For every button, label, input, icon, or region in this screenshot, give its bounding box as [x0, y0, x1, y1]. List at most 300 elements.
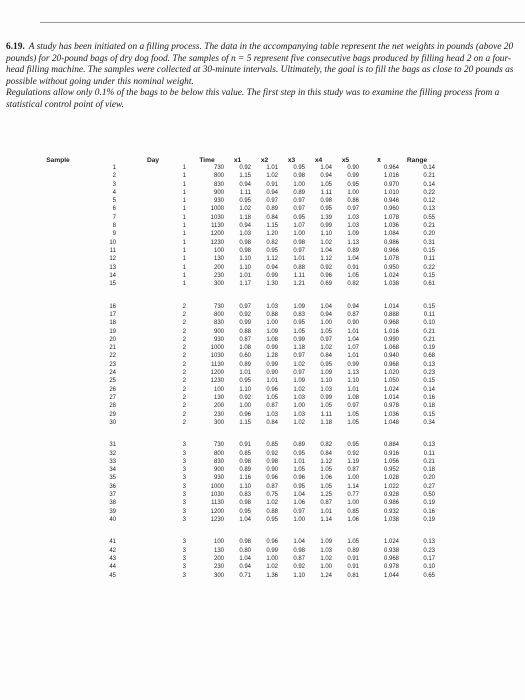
- time-cell: 730: [213, 303, 224, 310]
- x1-cell: 1.04: [239, 516, 251, 523]
- day-cell: 2: [182, 411, 186, 418]
- range-cell: 0.21: [423, 336, 435, 343]
- x3-cell: 1.00: [293, 231, 305, 238]
- sample-cell: 21: [109, 345, 116, 352]
- day-cell: 1: [182, 173, 186, 180]
- x2-cell: 0.91: [266, 181, 278, 188]
- x3-cell: 0.89: [293, 189, 305, 196]
- sample-cell: 26: [109, 386, 116, 393]
- time-cell: 930: [213, 475, 224, 482]
- day-cell: 1: [182, 181, 186, 188]
- range-cell: 0.13: [423, 539, 435, 546]
- x4-cell: 1.09: [320, 370, 332, 377]
- table-row: [0, 272, 435, 280]
- problem-statement: [6, 42, 516, 112]
- xbar-cell: 1.036: [383, 411, 399, 418]
- x5-cell: 0.94: [347, 303, 359, 310]
- x4-cell: 1.05: [320, 403, 332, 410]
- x5-cell: 1.19: [347, 458, 359, 465]
- table-row: [0, 222, 435, 230]
- x3-cell: 1.09: [293, 303, 305, 310]
- sample-cell: 36: [109, 483, 116, 490]
- x5-cell: 1.06: [347, 516, 359, 523]
- day-cell: 3: [182, 450, 186, 457]
- range-cell: 0.11: [423, 256, 435, 263]
- table-body: [0, 164, 435, 580]
- sample-cell: 41: [109, 539, 116, 546]
- xbar-cell: 1.068: [383, 345, 399, 352]
- x4-cell: 1.18: [320, 419, 332, 426]
- range-cell: 0.19: [423, 500, 435, 507]
- sample-cell: 30: [109, 419, 116, 426]
- regulation-text: Regulations allow only 0.1% of the bags to be below this value. The first step in this study was to examine the filling process from a statistical control point of view.: [6, 88, 500, 110]
- table-row: [0, 336, 435, 344]
- table-row: [0, 247, 435, 255]
- time-cell: 1230: [210, 239, 224, 246]
- day-cell: 3: [182, 547, 186, 554]
- x1-cell: 1.01: [239, 272, 251, 279]
- x4-cell: 0.97: [320, 336, 332, 343]
- xbar-cell: 1.016: [383, 328, 399, 335]
- time-cell: 130: [213, 256, 224, 263]
- day-cell: 3: [182, 467, 186, 474]
- x4-cell: 0.99: [320, 394, 332, 401]
- x1-cell: 1.02: [239, 206, 251, 213]
- x2-cell: 1.02: [266, 564, 278, 571]
- x5-cell: 1.13: [347, 239, 359, 246]
- x1-cell: 1.10: [239, 483, 251, 490]
- x1-cell: 0.92: [239, 394, 251, 401]
- x1-cell: 1.10: [239, 264, 251, 271]
- range-cell: 0.15: [423, 303, 435, 310]
- x4-cell: 0.84: [320, 353, 332, 360]
- x3-cell: 0.95: [293, 165, 305, 171]
- x5-cell: 0.87: [347, 467, 359, 474]
- x3-cell: 0.89: [293, 442, 305, 449]
- x1-cell: 0.92: [239, 165, 251, 171]
- x3-cell: 0.97: [293, 247, 305, 254]
- x3-cell: 1.00: [293, 403, 305, 410]
- x3-cell: 0.97: [293, 370, 305, 377]
- header-x1: x1: [233, 157, 242, 164]
- day-cell: 3: [182, 483, 186, 490]
- x3-cell: 0.99: [293, 336, 305, 343]
- sample-cell: 1: [112, 165, 116, 171]
- range-cell: 0.16: [423, 508, 435, 515]
- x3-cell: 0.97: [293, 508, 305, 515]
- range-cell: 0.19: [423, 516, 435, 523]
- x5-cell: 0.97: [347, 403, 359, 410]
- x2-cell: 1.36: [266, 572, 278, 579]
- sample-cell: 44: [109, 564, 116, 571]
- range-cell: 0.13: [423, 361, 435, 368]
- header-x3: x3: [287, 157, 296, 164]
- x4-cell: 1.24: [320, 572, 332, 579]
- x2-cell: 0.97: [266, 198, 278, 205]
- x3-cell: 1.03: [293, 394, 305, 401]
- x2-cell: 0.82: [266, 239, 278, 246]
- time-cell: 1030: [210, 353, 224, 360]
- sample-cell: 4: [112, 189, 116, 196]
- x5-cell: 1.05: [347, 419, 359, 426]
- x4-cell: 1.11: [320, 411, 332, 418]
- header-sample: Sample: [46, 157, 70, 164]
- x4-cell: 1.04: [320, 247, 332, 254]
- day-cell: 1: [182, 206, 186, 213]
- time-cell: 1230: [210, 378, 224, 385]
- sample-cell: 3: [112, 181, 116, 188]
- sample-cell: 23: [109, 361, 116, 368]
- table-row: [0, 563, 435, 571]
- x4-cell: 1.00: [320, 564, 332, 571]
- x2-cell: 1.30: [266, 281, 278, 288]
- x2-cell: 0.96: [266, 539, 278, 546]
- table-row: [0, 164, 435, 172]
- x5-cell: 1.00: [347, 475, 359, 482]
- range-cell: 0.10: [423, 564, 435, 571]
- x4-cell: 1.01: [320, 508, 332, 515]
- x4-cell: 0.94: [320, 173, 332, 180]
- xbar-cell: 0.932: [383, 508, 399, 515]
- x5-cell: 1.01: [347, 386, 359, 393]
- x2-cell: 1.12: [266, 256, 278, 263]
- x1-cell: 1.11: [239, 189, 251, 196]
- x5-cell: 0.91: [347, 556, 359, 563]
- range-cell: 0.18: [423, 403, 435, 410]
- x4-cell: 0.95: [320, 206, 332, 213]
- x5-cell: 1.01: [347, 328, 359, 335]
- x1-cell: 0.98: [239, 239, 251, 246]
- x3-cell: 1.04: [293, 492, 305, 499]
- day-cell: 1: [182, 264, 186, 271]
- day-cell: 2: [182, 336, 186, 343]
- x1-cell: 0.95: [239, 378, 251, 385]
- xbar-cell: 1.022: [383, 483, 399, 490]
- sample-cell: 18: [109, 320, 116, 327]
- x1-cell: 1.15: [239, 419, 251, 426]
- x2-cell: 0.87: [266, 483, 278, 490]
- day-cell: 3: [182, 564, 186, 571]
- table-row: [0, 386, 435, 394]
- day-cell: 1: [182, 165, 186, 171]
- x4-cell: 0.92: [320, 264, 332, 271]
- day-cell: 3: [182, 516, 186, 523]
- x1-cell: 0.87: [239, 336, 251, 343]
- day-cell: 3: [182, 492, 186, 499]
- sample-cell: 29: [109, 411, 116, 418]
- x3-cell: 1.01: [293, 458, 305, 465]
- x4-cell: 1.04: [320, 303, 332, 310]
- sample-cell: 34: [109, 467, 116, 474]
- day-cell: 1: [182, 223, 186, 230]
- sample-cell: 15: [109, 281, 116, 288]
- x3-cell: 1.05: [293, 328, 305, 335]
- xbar-cell: 1.024: [383, 386, 399, 393]
- x4-cell: 1.10: [320, 378, 332, 385]
- x1-cell: 1.10: [239, 386, 251, 393]
- x3-cell: 1.06: [293, 500, 305, 507]
- x4-cell: 1.05: [320, 467, 332, 474]
- table-row: [0, 181, 435, 189]
- x2-cell: 1.03: [266, 411, 278, 418]
- x1-cell: 0.71: [239, 572, 251, 579]
- xbar-cell: 1.078: [383, 214, 399, 221]
- sample-cell: 33: [109, 458, 116, 465]
- x3-cell: 0.88: [293, 264, 305, 271]
- range-cell: 0.50: [423, 492, 435, 499]
- range-cell: 0.14: [423, 165, 435, 171]
- time-cell: 1230: [210, 516, 224, 523]
- range-cell: 0.20: [423, 475, 435, 482]
- range-cell: 0.15: [423, 411, 435, 418]
- table-row: [0, 508, 435, 516]
- x5-cell: 0.81: [347, 572, 359, 579]
- x3-cell: 1.10: [293, 572, 305, 579]
- day-cell: 1: [182, 239, 186, 246]
- xbar-cell: 1.010: [383, 189, 399, 196]
- range-cell: 0.12: [423, 198, 435, 205]
- sample-cell: 28: [109, 403, 116, 410]
- x1-cell: 0.89: [239, 467, 251, 474]
- sample-cell: 22: [109, 353, 116, 360]
- range-cell: 0.10: [423, 320, 435, 327]
- sample-cell: 6: [112, 206, 116, 213]
- sample-cell: 45: [109, 572, 116, 579]
- sample-cell: 16: [109, 303, 116, 310]
- table-row: [0, 411, 435, 419]
- range-cell: 0.11: [423, 450, 435, 457]
- time-cell: 900: [213, 189, 224, 196]
- sample-cell: 10: [109, 239, 116, 246]
- time-cell: 730: [213, 165, 224, 171]
- x4-cell: 1.39: [320, 214, 332, 221]
- x2-cell: 0.94: [266, 189, 278, 196]
- x5-cell: 1.01: [347, 353, 359, 360]
- table-row: [0, 555, 435, 563]
- range-cell: 0.21: [423, 458, 435, 465]
- table-row: [0, 239, 435, 247]
- day-cell: 3: [182, 572, 186, 579]
- time-cell: 800: [213, 450, 224, 457]
- x5-cell: 0.95: [347, 442, 359, 449]
- xbar-cell: 1.036: [383, 223, 399, 230]
- x4-cell: 1.09: [320, 539, 332, 546]
- x3-cell: 1.04: [293, 539, 305, 546]
- x4-cell: 1.02: [320, 345, 332, 352]
- spacer-cell: [0, 288, 435, 302]
- header-xbar: x̄: [377, 157, 381, 164]
- x2-cell: 1.01: [266, 165, 278, 171]
- day-cell: 2: [182, 320, 186, 327]
- x4-cell: 1.06: [320, 475, 332, 482]
- x4-cell: 1.03: [320, 386, 332, 393]
- xbar-cell: 0.964: [383, 165, 399, 171]
- day-cell: 2: [182, 370, 186, 377]
- x4-cell: 0.96: [320, 272, 332, 279]
- x4-cell: 0.84: [320, 450, 332, 457]
- table-row: [0, 172, 435, 180]
- time-cell: 1130: [211, 500, 224, 507]
- x1-cell: 1.01: [239, 370, 251, 377]
- x3-cell: 0.98: [293, 239, 305, 246]
- day-cell: 2: [182, 386, 186, 393]
- table-row: [0, 280, 435, 288]
- x5-cell: 1.05: [347, 411, 359, 418]
- x5-cell: 0.85: [347, 508, 359, 515]
- x1-cell: 0.88: [239, 328, 251, 335]
- x3-cell: 0.98: [293, 547, 305, 554]
- table-row: [0, 450, 435, 458]
- time-cell: 900: [213, 328, 224, 335]
- sample-cell: 24: [109, 370, 116, 377]
- sample-cell: 2: [112, 173, 116, 180]
- sample-cell: 31: [109, 442, 116, 449]
- day-cell: 1: [182, 272, 186, 279]
- xbar-cell: 0.952: [383, 467, 399, 474]
- xbar-cell: 1.084: [383, 231, 399, 238]
- xbar-cell: 1.024: [383, 272, 399, 279]
- sample-cell: 5: [112, 198, 116, 205]
- x5-cell: 1.03: [347, 223, 359, 230]
- xbar-cell: 1.014: [383, 303, 399, 310]
- xbar-cell: 0.960: [383, 206, 399, 213]
- table-row: [0, 441, 435, 449]
- xbar-cell: 0.928: [383, 492, 399, 499]
- time-cell: 1130: [211, 361, 224, 368]
- x1-cell: 0.95: [239, 198, 251, 205]
- x3-cell: 1.11: [293, 272, 305, 279]
- x4-cell: 0.95: [320, 361, 332, 368]
- time-cell: 1130: [211, 223, 224, 230]
- time-cell: 130: [213, 547, 224, 554]
- header-x5: x5: [341, 157, 350, 164]
- x5-cell: 0.77: [347, 492, 359, 499]
- xbar-cell: 1.050: [383, 378, 399, 385]
- x2-cell: 0.96: [266, 475, 278, 482]
- x2-cell: 0.95: [266, 516, 278, 523]
- x1-cell: 0.98: [239, 500, 251, 507]
- x5-cell: 0.92: [347, 450, 359, 457]
- time-cell: 900: [213, 467, 224, 474]
- x1-cell: 0.97: [239, 303, 251, 310]
- header-x4: x4: [314, 157, 323, 164]
- x1-cell: 0.98: [239, 539, 251, 546]
- x3-cell: 0.96: [293, 475, 305, 482]
- x5-cell: 1.08: [347, 394, 359, 401]
- xbar-cell: 0.968: [383, 320, 399, 327]
- x2-cell: 0.99: [266, 345, 278, 352]
- x3-cell: 1.00: [293, 181, 305, 188]
- range-cell: 0.22: [423, 264, 435, 271]
- time-cell: 1030: [210, 492, 224, 499]
- x5-cell: 0.99: [347, 361, 359, 368]
- time-cell: 830: [213, 181, 224, 188]
- x2-cell: 0.75: [266, 492, 278, 499]
- day-cell: 3: [182, 500, 186, 507]
- time-cell: 230: [213, 564, 224, 571]
- x2-cell: 1.05: [266, 394, 278, 401]
- day-cell: 1: [182, 231, 186, 238]
- x1-cell: 1.03: [239, 231, 251, 238]
- table-row: [0, 377, 435, 385]
- x2-cell: 1.03: [266, 303, 278, 310]
- table-row: [0, 303, 435, 311]
- sample-cell: 35: [109, 475, 116, 482]
- day-cell: 3: [182, 539, 186, 546]
- table-row: [0, 197, 435, 205]
- xbar-cell: 0.978: [383, 564, 399, 571]
- table-row: [0, 516, 435, 524]
- x1-cell: 1.16: [239, 475, 251, 482]
- x4-cell: 1.25: [320, 492, 332, 499]
- xbar-cell: 0.978: [383, 403, 399, 410]
- xbar-cell: 1.056: [383, 458, 399, 465]
- table-row: [0, 205, 435, 213]
- table-row: [0, 394, 435, 402]
- x1-cell: 1.10: [239, 256, 251, 263]
- table-row: [0, 483, 435, 491]
- x4-cell: 1.05: [320, 328, 332, 335]
- sample-cell: 12: [109, 256, 116, 263]
- x3-cell: 1.00: [293, 516, 305, 523]
- sample-cell: 9: [112, 231, 116, 238]
- table-row: [0, 344, 435, 352]
- xbar-cell: 1.024: [383, 539, 399, 546]
- xbar-cell: 0.986: [383, 500, 399, 507]
- sample-cell: 42: [109, 547, 116, 554]
- problem-text: A study has been initiated on a filling process. The data in the accompanying table represent the net weights in pounds (above 20 pounds) for 20-pound bags of dry dog food. The samples of n = 5 represent five consecutive bags produced by filling head 2 on a four-head filling machine. The samples were collected at 30-minute intervals. Ultimately, the goal is to fill the bags as close to 20 pounds as possible without going under this nominal weight.: [6, 42, 514, 87]
- x1-cell: 0.98: [239, 458, 251, 465]
- xbar-cell: 0.968: [383, 556, 399, 563]
- range-cell: 0.21: [423, 223, 435, 230]
- x1-cell: 0.98: [239, 247, 251, 254]
- group-spacer: [0, 288, 435, 302]
- x2-cell: 0.99: [266, 272, 278, 279]
- x4-cell: 1.05: [320, 181, 332, 188]
- x1-cell: 0.83: [239, 492, 251, 499]
- x1-cell: 1.00: [239, 403, 251, 410]
- data-table: [0, 150, 435, 580]
- x1-cell: 0.94: [239, 223, 251, 230]
- sample-cell: 14: [109, 272, 116, 279]
- x4-cell: 1.00: [320, 320, 332, 327]
- range-cell: 0.18: [423, 467, 435, 474]
- xbar-cell: 1.048: [383, 419, 399, 426]
- top-rule: [40, 22, 525, 23]
- x2-cell: 1.00: [266, 320, 278, 327]
- x3-cell: 1.01: [293, 256, 305, 263]
- x2-cell: 0.90: [266, 370, 278, 377]
- table-row: [0, 352, 435, 360]
- x3-cell: 0.97: [293, 353, 305, 360]
- x2-cell: 0.90: [266, 467, 278, 474]
- time-cell: 200: [213, 403, 224, 410]
- sample-cell: 27: [109, 394, 116, 401]
- x2-cell: 1.02: [266, 173, 278, 180]
- range-cell: 0.23: [423, 370, 435, 377]
- xbar-cell: 1.044: [383, 572, 399, 579]
- table-row: [0, 311, 435, 319]
- range-cell: 0.17: [423, 556, 435, 563]
- time-cell: 930: [213, 198, 224, 205]
- table-row: [0, 458, 435, 466]
- x3-cell: 1.02: [293, 419, 305, 426]
- range-cell: 0.27: [423, 483, 435, 490]
- x5-cell: 1.04: [347, 336, 359, 343]
- day-cell: 1: [182, 247, 186, 254]
- x2-cell: 1.01: [266, 378, 278, 385]
- x5-cell: 1.00: [347, 189, 359, 196]
